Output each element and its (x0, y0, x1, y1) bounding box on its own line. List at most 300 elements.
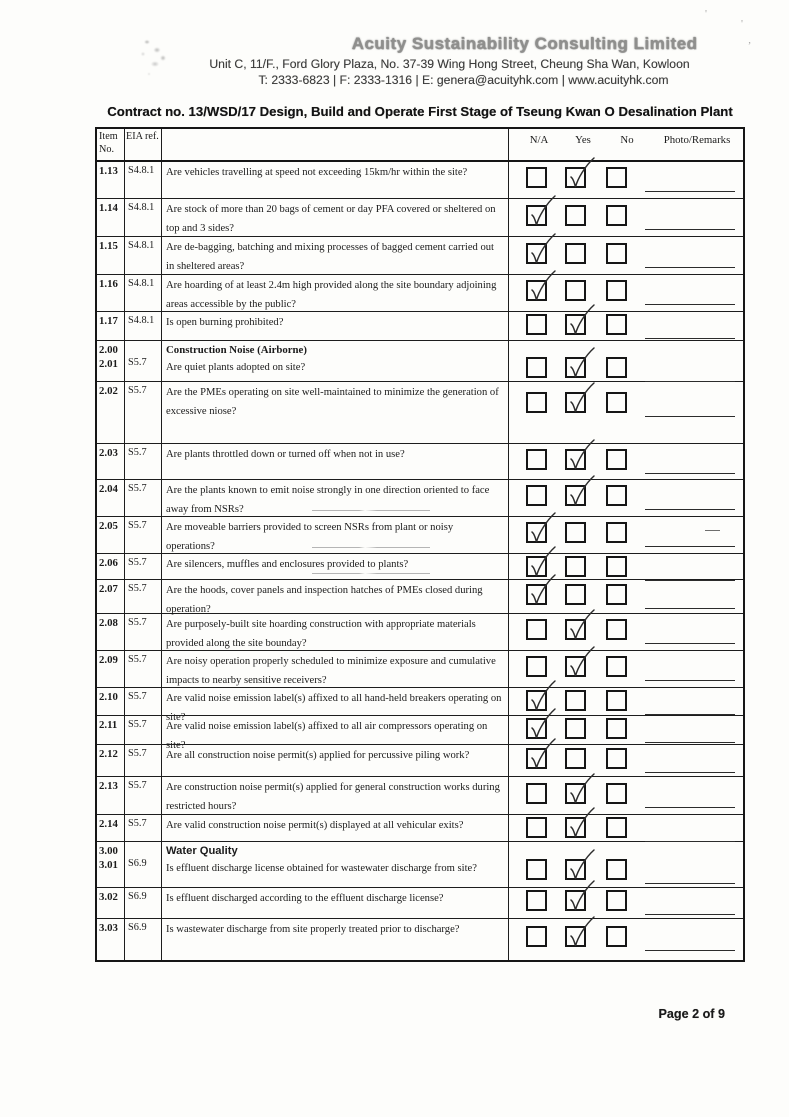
checkbox-yes (565, 556, 586, 577)
question-cell (162, 888, 509, 918)
pen-mark: ' (705, 8, 707, 20)
remarks-line (645, 243, 735, 268)
tick-mark-icon (564, 916, 598, 952)
checklist-row (97, 382, 743, 444)
item-no: 1.15 (99, 240, 118, 252)
eia-ref: S6.9 (128, 922, 147, 933)
tick-mark-icon (525, 738, 559, 774)
checkbox-no (606, 449, 627, 470)
remarks-line (645, 817, 735, 842)
item-no: 2.14 (99, 818, 118, 830)
remarks-line (645, 392, 735, 417)
question-text: Are construction noise permit(s) applied for general construction works during restricted hours? (166, 782, 500, 812)
checkbox-yes (565, 817, 586, 838)
eia-ref: S5.7 (128, 748, 147, 759)
eia-ref-cell (125, 777, 162, 814)
checkbox-yes (565, 392, 586, 413)
question-cell (162, 651, 509, 687)
question-text: Are the hoods, cover panels and inspection hatches of PMEs closed during operation? (166, 585, 483, 615)
checklist-table (95, 127, 745, 962)
eia-ref: S4.8.1 (128, 315, 155, 326)
checklist-row (97, 517, 743, 554)
tick-mark-icon (564, 609, 598, 645)
question-cell (162, 480, 509, 516)
column-header-no: No (620, 134, 634, 146)
remarks-line (645, 556, 735, 581)
section-item-no: 3.00 (99, 845, 118, 857)
eia-ref-cell (125, 919, 162, 960)
section-title: Construction Noise (Airborne) (166, 344, 307, 356)
checkbox-na (526, 584, 547, 605)
answer-cell (509, 312, 743, 340)
checklist-row (97, 554, 743, 580)
checklist-row (97, 237, 743, 275)
column-header-item-no: Item No. (97, 129, 125, 160)
remarks-dash-mark (705, 530, 720, 531)
checkbox-no (606, 243, 627, 264)
checkbox-yes (565, 314, 586, 335)
eia-ref: S4.8.1 (128, 165, 155, 176)
checkbox-yes (565, 926, 586, 947)
checklist-row (97, 341, 743, 382)
checkbox-yes (565, 718, 586, 739)
question-text: Are stock of more than 20 bags of cement or day PFA covered or sheltered on top and 3 sides? (166, 204, 496, 234)
item-no-cell (97, 480, 125, 516)
eia-ref: S5.7 (128, 385, 147, 396)
question-text: Are silencers, muffles and enclosures provided to plants? (166, 559, 409, 570)
item-no-cell (97, 919, 125, 960)
checkbox-no (606, 357, 627, 378)
remarks-line (645, 449, 735, 474)
table-body (97, 162, 743, 960)
remarks-line (645, 167, 735, 192)
eia-ref-cell (125, 614, 162, 650)
question-text: Is effluent discharge license obtained for wastewater discharge from site? (166, 863, 477, 874)
question-text: Are plants throttled down or turned off when not in use? (166, 449, 405, 460)
eia-ref-cell (125, 815, 162, 841)
eia-ref: S4.8.1 (128, 240, 155, 251)
checkbox-yes (565, 205, 586, 226)
eia-ref-cell (125, 162, 162, 198)
eia-ref: S4.8.1 (128, 278, 155, 289)
checkbox-no (606, 718, 627, 739)
remarks-line (645, 619, 735, 644)
checkbox-na (526, 392, 547, 413)
checkbox-no (606, 690, 627, 711)
checkbox-na (526, 859, 547, 880)
checkbox-no (606, 656, 627, 677)
checkbox-no (606, 280, 627, 301)
question-text: Are valid construction noise permit(s) displayed at all vehicular exits? (166, 820, 464, 831)
checkbox-yes (565, 357, 586, 378)
tick-mark-icon (525, 512, 559, 548)
answer-cell (509, 444, 743, 479)
item-no-cell (97, 199, 125, 236)
checklist-row (97, 199, 743, 237)
checklist-row (97, 815, 743, 842)
checkbox-na (526, 485, 547, 506)
company-contact-line: T: 2333-6823 | F: 2333-1316 | E: genera@acuityhk.com | www.acuityhk.com (258, 73, 669, 87)
tick-mark-icon (525, 574, 559, 610)
eia-ref: S5.7 (128, 447, 147, 458)
checkbox-yes (565, 522, 586, 543)
tick-mark-icon (564, 475, 598, 511)
question-cell (162, 199, 509, 236)
item-no-cell (97, 341, 125, 381)
remarks-line (645, 690, 735, 715)
answer-cell (509, 382, 743, 443)
column-header-question (162, 129, 509, 160)
eia-ref-cell (125, 444, 162, 479)
company-address: Unit C, 11/F., Ford Glory Plaza, No. 37-39 Wing Hong Street, Cheung Sha Wan, Kowloon (209, 57, 690, 71)
checkbox-no (606, 783, 627, 804)
item-no: 2.07 (99, 583, 118, 595)
checkbox-na (526, 890, 547, 911)
item-no: 3.01 (99, 859, 118, 871)
checkbox-na (526, 314, 547, 335)
item-no: 2.11 (99, 719, 118, 731)
item-no: 2.04 (99, 483, 118, 495)
item-no-cell (97, 580, 125, 613)
checkbox-no (606, 817, 627, 838)
checkbox-yes (565, 449, 586, 470)
remarks-line (645, 314, 735, 339)
item-no-cell (97, 517, 125, 553)
checklist-row (97, 312, 743, 341)
item-no-cell (97, 688, 125, 715)
checkbox-no (606, 556, 627, 577)
remarks-line (645, 522, 735, 547)
item-no-cell (97, 815, 125, 841)
pen-mark: ' (741, 18, 743, 30)
item-no-cell (97, 162, 125, 198)
checkbox-yes (565, 584, 586, 605)
eia-ref-cell (125, 554, 162, 579)
eia-ref-cell (125, 716, 162, 744)
item-no: 2.02 (99, 385, 118, 397)
item-no-cell (97, 651, 125, 687)
question-cell (162, 554, 509, 579)
question-cell (162, 162, 509, 198)
question-text: Are the plants known to emit noise strongly in one direction oriented to face away from NSRs? (166, 485, 490, 515)
remarks-line (645, 280, 735, 305)
checklist-row (97, 444, 743, 480)
question-cell (162, 745, 509, 776)
question-cell (162, 444, 509, 479)
question-text: Are valid noise emission label(s) affixed to all hand-held breakers operating on site? (166, 693, 502, 723)
column-header-yes: Yes (575, 134, 591, 146)
item-no-cell (97, 312, 125, 340)
item-no: 2.06 (99, 557, 118, 569)
remarks-line (645, 584, 735, 609)
eia-ref-cell (125, 517, 162, 553)
eia-ref: S5.7 (128, 818, 147, 829)
checkbox-na (526, 449, 547, 470)
item-no-cell (97, 237, 125, 274)
answer-cell (509, 777, 743, 814)
checklist-row (97, 580, 743, 614)
item-no: 1.13 (99, 165, 118, 177)
remarks-line (645, 357, 735, 382)
remarks-line (645, 718, 735, 743)
eia-ref: S5.7 (128, 719, 147, 730)
pen-mark: , (748, 34, 751, 46)
question-text: Is effluent discharged according to the effluent discharge license? (166, 893, 444, 904)
question-text: Are valid noise emission label(s) affixed to all air compressors operating on site? (166, 721, 488, 751)
eia-ref-cell (125, 382, 162, 443)
contract-title: Contract no. 13/WSD/17 Design, Build and Operate First Stage of Tseung Kwan O Desalination Plant (107, 104, 733, 119)
eia-ref: S5.7 (128, 520, 147, 531)
checkbox-no (606, 890, 627, 911)
checkbox-no (606, 859, 627, 880)
remarks-line (645, 890, 735, 915)
tick-mark-icon (525, 233, 559, 269)
checkbox-na (526, 656, 547, 677)
question-cell (162, 815, 509, 841)
checklist-row (97, 651, 743, 688)
column-header-na: N/A (529, 134, 549, 146)
column-header-remarks: Photo/Remarks (663, 134, 731, 146)
checkbox-yes (565, 167, 586, 188)
question-text: Are all construction noise permit(s) applied for percussive piling work? (166, 750, 470, 761)
checkbox-no (606, 619, 627, 640)
eia-ref-cell (125, 651, 162, 687)
checkbox-yes (565, 748, 586, 769)
eia-ref-cell (125, 237, 162, 274)
eia-ref-cell (125, 275, 162, 311)
eia-ref: S5.7 (128, 780, 147, 791)
item-no-cell (97, 382, 125, 443)
question-cell (162, 919, 509, 960)
tick-mark-icon (564, 304, 598, 340)
eia-ref-cell (125, 341, 162, 381)
checkbox-yes (565, 485, 586, 506)
item-no-cell (97, 777, 125, 814)
checkbox-yes (565, 690, 586, 711)
checkbox-no (606, 392, 627, 413)
answer-cell (509, 341, 743, 381)
question-cell (162, 580, 509, 613)
checkbox-na (526, 243, 547, 264)
checkbox-no (606, 314, 627, 335)
section-item-no: 2.00 (99, 344, 118, 356)
question-cell (162, 614, 509, 650)
checklist-row (97, 614, 743, 651)
checkbox-na (526, 167, 547, 188)
section-title: Water Quality (166, 845, 238, 857)
eia-ref-cell (125, 688, 162, 715)
item-no: 1.17 (99, 315, 118, 327)
remarks-line (645, 783, 735, 808)
remarks-line (645, 926, 735, 951)
question-cell (162, 688, 509, 723)
checklist-row (97, 688, 743, 723)
tick-mark-icon (564, 439, 598, 475)
checkbox-no (606, 522, 627, 543)
checkbox-na (526, 205, 547, 226)
item-no-cell (97, 716, 125, 744)
eia-ref-cell (125, 199, 162, 236)
eia-ref: S5.7 (128, 617, 147, 628)
item-no: 2.13 (99, 780, 118, 792)
remarks-line (645, 656, 735, 681)
letterhead (110, 34, 701, 87)
tick-mark-icon (564, 880, 598, 916)
answer-cell (509, 815, 743, 841)
checklist-row (97, 777, 743, 815)
item-no: 2.05 (99, 520, 118, 532)
tick-mark-icon (564, 807, 598, 843)
question-cell (162, 716, 509, 751)
checkbox-na (526, 280, 547, 301)
checkbox-na (526, 783, 547, 804)
checklist-row (97, 919, 743, 960)
question-cell (162, 517, 509, 553)
answer-cell (509, 614, 743, 650)
eia-ref: S5.7 (128, 691, 147, 702)
tick-mark-icon (564, 646, 598, 682)
eia-ref: S4.8.1 (128, 202, 155, 213)
checkbox-yes (565, 890, 586, 911)
answer-cell (509, 745, 743, 776)
question-text: Are purposely-built site hoarding construction with appropriate materials provided along the site bounday? (166, 619, 476, 649)
checkbox-no (606, 584, 627, 605)
question-text: Are vehicles travelling at speed not exceeding 15km/hr within the site? (166, 167, 468, 178)
eia-ref-cell (125, 888, 162, 918)
tick-mark-icon (525, 270, 559, 306)
tick-mark-icon (564, 382, 598, 418)
eia-ref: S5.7 (128, 557, 147, 568)
checklist-row (97, 888, 743, 919)
question-cell (162, 237, 509, 274)
question-text: Is wastewater discharge from site properly treated prior to discharge? (166, 924, 460, 935)
eia-ref: S6.9 (128, 891, 147, 902)
checkbox-no (606, 926, 627, 947)
checklist-row (97, 275, 743, 312)
checkbox-na (526, 619, 547, 640)
eia-ref: S5.7 (128, 654, 147, 665)
question-text: Is open burning prohibited? (166, 317, 284, 328)
eia-ref: S5.7 (128, 357, 147, 368)
item-no-cell (97, 444, 125, 479)
answer-cell (509, 275, 743, 311)
question-text: Are hoarding of at least 2.4m high provided along the site boundary adjoining areas accessible by the public? (166, 280, 497, 310)
question-cell (162, 312, 509, 340)
checkbox-yes (565, 243, 586, 264)
eia-ref: S6.9 (128, 858, 147, 869)
remarks-line (645, 485, 735, 510)
item-no: 1.14 (99, 202, 118, 214)
checklist-row (97, 162, 743, 199)
page-number: Page 2 of 9 (658, 1007, 725, 1021)
tick-mark-icon (564, 157, 598, 193)
remarks-line (645, 859, 735, 884)
company-name: Acuity Sustainability Consulting Limited (351, 34, 698, 53)
answer-cell (509, 237, 743, 274)
answer-cell (509, 842, 743, 887)
tick-mark-icon (564, 773, 598, 809)
checklist-row (97, 480, 743, 517)
remarks-line (645, 748, 735, 773)
question-cell (162, 382, 509, 443)
item-no: 2.12 (99, 748, 118, 760)
column-header-eia-ref: EIA ref. (125, 129, 162, 160)
answer-cell (509, 580, 743, 613)
item-no: 2.08 (99, 617, 118, 629)
question-text: Are the PMEs operating on site well-maintained to minimize the generation of excessive niose? (166, 387, 499, 417)
item-no-cell (97, 888, 125, 918)
item-no: 2.09 (99, 654, 118, 666)
scan-artifacts (689, 0, 789, 70)
checkbox-yes (565, 859, 586, 880)
eia-ref-cell (125, 745, 162, 776)
item-no: 2.01 (99, 358, 118, 370)
tick-mark-icon (564, 347, 598, 383)
item-no: 2.03 (99, 447, 118, 459)
checklist-row (97, 745, 743, 777)
item-no-cell (97, 275, 125, 311)
checkbox-na (526, 926, 547, 947)
eia-ref-cell (125, 842, 162, 887)
item-no: 3.03 (99, 922, 118, 934)
item-no-cell (97, 554, 125, 579)
column-header-answers (509, 129, 743, 160)
question-cell (162, 842, 509, 887)
question-cell (162, 275, 509, 311)
eia-ref: S5.7 (128, 483, 147, 494)
item-no-cell (97, 745, 125, 776)
question-text: Are noisy operation properly scheduled to minimize exposure and cumulative impacts to nearby sensitive receivers? (166, 656, 496, 686)
checkbox-na (526, 718, 547, 739)
question-text: Are moveable barriers provided to screen NSRs from plant or noisy operations? (166, 522, 454, 552)
checkbox-na (526, 748, 547, 769)
answer-cell (509, 888, 743, 918)
item-no-cell (97, 842, 125, 887)
checklist-row (97, 842, 743, 888)
checkbox-no (606, 167, 627, 188)
checkbox-yes (565, 783, 586, 804)
answer-cell (509, 919, 743, 960)
checkbox-yes (565, 656, 586, 677)
checkbox-na (526, 522, 547, 543)
checkbox-na (526, 357, 547, 378)
question-cell (162, 341, 509, 381)
item-no-cell (97, 614, 125, 650)
question-text: Are quiet plants adopted on site? (166, 362, 306, 373)
tick-mark-icon (525, 195, 559, 231)
checkbox-yes (565, 619, 586, 640)
question-text: Are de-bagging, batching and mixing processes of bagged cement carried out in sheltered areas? (166, 242, 494, 272)
eia-ref-cell (125, 312, 162, 340)
answer-cell (509, 199, 743, 236)
answer-cell (509, 162, 743, 198)
remarks-line (645, 205, 735, 230)
item-no: 1.16 (99, 278, 118, 290)
question-cell (162, 777, 509, 814)
answer-cell (509, 480, 743, 516)
checkbox-na (526, 817, 547, 838)
checkbox-yes (565, 280, 586, 301)
checkbox-no (606, 205, 627, 226)
eia-ref: S5.7 (128, 583, 147, 594)
checkbox-no (606, 485, 627, 506)
table-header-row (97, 129, 743, 162)
item-no: 2.10 (99, 691, 118, 703)
eia-ref-cell (125, 580, 162, 613)
checkbox-no (606, 748, 627, 769)
eia-ref-cell (125, 480, 162, 516)
checklist-row (97, 716, 743, 751)
